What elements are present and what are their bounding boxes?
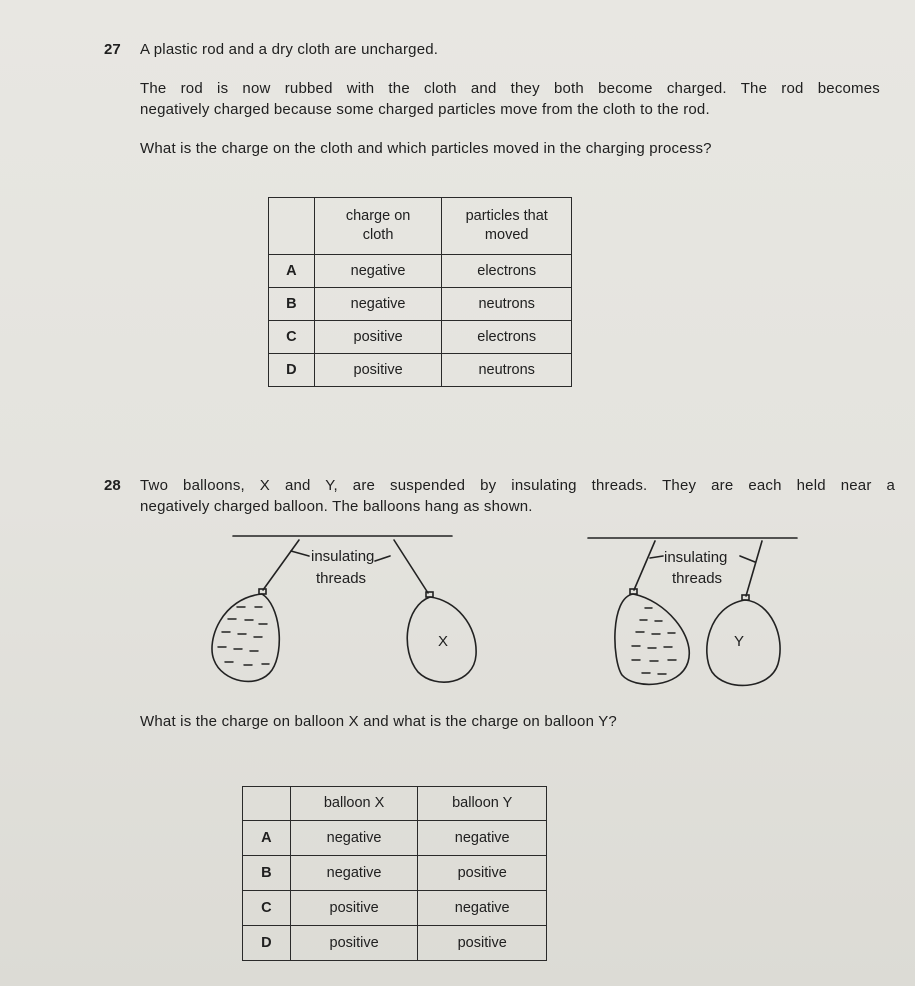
- right-label-insulating: insulating: [664, 549, 728, 566]
- header-text: particles that: [465, 208, 548, 224]
- header-text: charge on: [345, 208, 411, 224]
- question-27-context-line2: negatively charged because some charged particles move from the cloth to the rod.: [140, 101, 710, 118]
- table-cell: positive: [290, 926, 418, 961]
- thread-right-charged: [634, 541, 655, 590]
- left-label-threads: threads: [316, 570, 367, 587]
- thread-balloon-y: [746, 541, 762, 596]
- question-28-number: 28: [104, 477, 121, 494]
- thread-left-charged: [263, 540, 299, 590]
- label-pointer: [650, 556, 663, 558]
- question-27-number: 27: [104, 41, 121, 58]
- table-cell: positive: [314, 321, 442, 354]
- question-28-intro-line1: Two balloons, X and Y, are suspended by insulating threads. They are each held near a: [140, 477, 895, 494]
- balloon-y-label: Y: [734, 633, 745, 650]
- table-cell: negative: [314, 255, 442, 288]
- label-pointer: [291, 551, 309, 556]
- label-pointer: [740, 556, 755, 562]
- left-label-insulating: insulating: [311, 548, 375, 565]
- table-header-row: [243, 787, 547, 821]
- table-cell: negative: [314, 288, 442, 321]
- option-letter: C: [269, 321, 315, 354]
- option-letter: D: [243, 926, 291, 961]
- question-28-question: What is the charge on balloon X and what is the charge on balloon Y?: [140, 713, 617, 730]
- table-header-balloon-x: balloon X: [290, 787, 418, 821]
- table-row-a: [243, 821, 547, 856]
- table-cell: electrons: [442, 321, 572, 354]
- table-row-b: [243, 856, 547, 891]
- balloon-knot: [259, 589, 266, 594]
- header-text: cloth: [362, 227, 394, 243]
- balloon-knot: [426, 592, 433, 597]
- table-row-c: [243, 891, 547, 926]
- balloon-knot: [630, 589, 637, 594]
- question-27-context-line1: The rod is now rubbed with the cloth and they both become charged. The rod becomes: [140, 80, 880, 97]
- negative-charge-marks-left: [218, 607, 269, 665]
- option-letter: C: [243, 891, 291, 926]
- table-header-blank: [243, 787, 291, 821]
- label-pointer: [375, 556, 390, 561]
- table-cell: negative: [290, 856, 418, 891]
- table-cell: positive: [314, 354, 442, 387]
- option-letter: B: [269, 288, 315, 321]
- table-cell: negative: [418, 821, 547, 856]
- table-cell: neutrons: [442, 354, 572, 387]
- header-text: moved: [484, 227, 529, 243]
- option-letter: B: [243, 856, 291, 891]
- table-cell: positive: [418, 856, 547, 891]
- table-header-balloon-y: balloon Y: [418, 787, 547, 821]
- table-cell: positive: [418, 926, 547, 961]
- table-cell: neutrons: [442, 288, 572, 321]
- question-28-answer-table: [242, 786, 547, 961]
- question-27-intro: A plastic rod and a dry cloth are uncharged.: [140, 41, 439, 58]
- table-cell: electrons: [442, 255, 572, 288]
- option-letter: D: [269, 354, 315, 387]
- option-letter: A: [243, 821, 291, 856]
- question-28-intro-line2: negatively charged balloon. The balloons hang as shown.: [140, 498, 533, 515]
- question-27-question: What is the charge on the cloth and which particles moved in the charging process?: [140, 140, 712, 157]
- table-cell: negative: [418, 891, 547, 926]
- table-cell: positive: [290, 891, 418, 926]
- table-cell: negative: [290, 821, 418, 856]
- thread-balloon-x: [394, 540, 428, 593]
- table-row-d: [243, 926, 547, 961]
- right-label-threads: threads: [672, 570, 723, 587]
- option-letter: A: [269, 255, 315, 288]
- negative-charge-marks-right: [632, 608, 676, 674]
- balloon-x-label: X: [438, 633, 449, 650]
